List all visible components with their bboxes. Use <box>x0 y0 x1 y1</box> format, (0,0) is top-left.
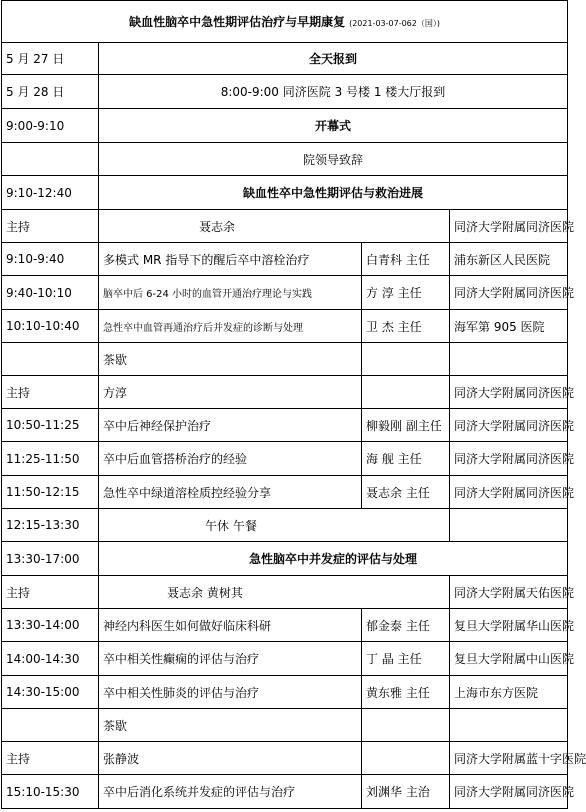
speaker-cell <box>362 742 450 775</box>
affiliation-cell: 同济大学附属同济医院 <box>450 442 568 476</box>
time-cell <box>2 343 99 376</box>
affiliation-cell: 复旦大学附属中山医院 <box>450 642 568 676</box>
time-cell: 5 月 28 日 <box>2 75 99 109</box>
schedule-row <box>2 442 568 476</box>
speaker-cell: 刘渊华 主治 <box>362 775 450 809</box>
affiliation-cell <box>450 509 568 542</box>
topic-cell: 卒中后神经保护治疗 <box>99 409 362 442</box>
speaker-cell: 丁 晶 主任 <box>362 642 450 676</box>
affiliation-cell: 同济大学附属同济医院 <box>450 276 568 310</box>
time-cell: 9:40-10:10 <box>2 276 99 310</box>
schedule-row <box>2 775 568 809</box>
affiliation-cell <box>450 709 568 742</box>
section-heading: 开幕式 <box>99 109 568 143</box>
speaker-cell <box>362 709 450 742</box>
affiliation-cell: 同济大学附属同济医院 <box>450 376 568 409</box>
schedule-row <box>2 210 568 243</box>
schedule-row <box>2 609 568 642</box>
topic-cell: 卒中相关性肺炎的评估与治疗 <box>99 676 362 709</box>
speaker-cell: 郁金泰 主任 <box>362 609 450 642</box>
affiliation-cell: 同济大学附属天佑医院 <box>450 576 568 609</box>
schedule-row <box>2 109 568 143</box>
schedule-row <box>2 742 568 775</box>
section-heading: 急性脑卒中并发症的评估与处理 <box>99 542 568 576</box>
time-cell: 13:30-17:00 <box>2 542 99 576</box>
speaker-cell: 白青科 主任 <box>362 243 450 276</box>
topic-cell: 多模式 MR 指导下的醒后卒中溶栓治疗 <box>99 243 362 276</box>
speaker-cell <box>362 376 450 409</box>
time-cell <box>2 143 99 176</box>
time-cell: 9:00-9:10 <box>2 109 99 143</box>
time-cell: 11:25-11:50 <box>2 442 99 476</box>
affiliation-cell: 同济大学附属同济医院 <box>450 775 568 809</box>
time-cell <box>2 709 99 742</box>
affiliation-cell: 同济大学附属同济医院 <box>450 409 568 442</box>
affiliation-cell <box>450 343 568 376</box>
schedule-row <box>2 509 568 542</box>
section-heading: 全天报到 <box>99 43 568 75</box>
span-cell: 院领导致辞 <box>99 143 568 176</box>
time-cell: 主持 <box>2 576 99 609</box>
schedule-row <box>2 176 568 210</box>
title-cell <box>2 1 568 43</box>
time-cell: 9:10-9:40 <box>2 243 99 276</box>
time-cell: 15:10-15:30 <box>2 775 99 809</box>
schedule-row <box>2 376 568 409</box>
affiliation-cell: 海军第 905 医院 <box>450 310 568 343</box>
topic-cell: 急性卒中血管再通治疗后并发症的诊断与处理 <box>99 310 362 343</box>
schedule-row <box>2 476 568 509</box>
affiliation-cell: 同济大学附属同济医院 <box>450 210 568 243</box>
time-cell: 14:30-15:00 <box>2 676 99 709</box>
schedule-row <box>2 709 568 742</box>
speaker-cell <box>362 343 450 376</box>
schedule-row <box>2 143 568 176</box>
time-cell: 12:15-13:30 <box>2 509 99 542</box>
topic-cell: 卒中后血管搭桥治疗的经验 <box>99 442 362 476</box>
speaker-cell: 柳毅刚 副主任 <box>362 409 450 442</box>
schedule-row <box>2 542 568 576</box>
time-cell: 13:30-14:00 <box>2 609 99 642</box>
chair-cell: 聂志余 <box>99 210 450 243</box>
schedule-row <box>2 243 568 276</box>
schedule-row <box>2 409 568 442</box>
topic-cell: 茶歇 <box>99 709 362 742</box>
time-cell: 5 月 27 日 <box>2 43 99 75</box>
schedule-row <box>2 676 568 709</box>
speaker-cell: 黄东雅 主任 <box>362 676 450 709</box>
schedule-row <box>2 343 568 376</box>
affiliation-cell: 复旦大学附属华山医院 <box>450 609 568 642</box>
topic-cell: 茶歇 <box>99 343 362 376</box>
time-cell: 10:10-10:40 <box>2 310 99 343</box>
topic-cell: 张静波 <box>99 742 362 775</box>
topic-cell: 急性卒中绿道溶栓质控经验分享 <box>99 476 362 509</box>
time-cell: 11:50-12:15 <box>2 476 99 509</box>
time-cell: 10:50-11:25 <box>2 409 99 442</box>
schedule-row <box>2 276 568 310</box>
topic-cell: 神经内科医生如何做好临床科研 <box>99 609 362 642</box>
speaker-cell: 海 舰 主任 <box>362 442 450 476</box>
schedule-row <box>2 576 568 609</box>
title-code: (2021-03-07-062（国）) <box>349 19 440 28</box>
title-row <box>2 1 568 43</box>
time-cell: 主持 <box>2 376 99 409</box>
section-heading: 缺血性卒中急性期评估与救治进展 <box>99 176 568 210</box>
chair-cell: 聂志余 黄树其 <box>99 576 450 609</box>
affiliation-cell: 浦东新区人民医院 <box>450 243 568 276</box>
lunch-cell: 午休 午餐 <box>99 509 450 542</box>
schedule-row <box>2 75 568 109</box>
speaker-cell: 卫 杰 主任 <box>362 310 450 343</box>
schedule-row <box>2 310 568 343</box>
time-cell: 主持 <box>2 742 99 775</box>
topic-cell: 卒中后消化系统并发症的评估与治疗 <box>99 775 362 809</box>
schedule-table <box>1 0 586 809</box>
affiliation-cell: 同济大学附属蓝十字医院 <box>450 742 568 775</box>
time-cell: 主持 <box>2 210 99 243</box>
topic-cell: 卒中相关性癫痫的评估与治疗 <box>99 642 362 676</box>
time-cell: 14:00-14:30 <box>2 642 99 676</box>
page-title: 缺血性脑卒中急性期评估治疗与早期康复 <box>129 15 346 29</box>
affiliation-cell: 上海市东方医院 <box>450 676 568 709</box>
span-cell: 8:00-9:00 同济医院 3 号楼 1 楼大厅报到 <box>99 75 568 109</box>
schedule-row <box>2 43 568 75</box>
speaker-cell: 聂志余 主任 <box>362 476 450 509</box>
topic-cell: 方淳 <box>99 376 362 409</box>
topic-cell: 脑卒中后 6-24 小时的血管开通治疗理论与实践 <box>99 276 362 310</box>
schedule-body <box>2 1 586 809</box>
schedule-row <box>2 642 568 676</box>
time-cell: 9:10-12:40 <box>2 176 99 210</box>
speaker-cell: 方 淳 主任 <box>362 276 450 310</box>
affiliation-cell: 同济大学附属同济医院 <box>450 476 568 509</box>
